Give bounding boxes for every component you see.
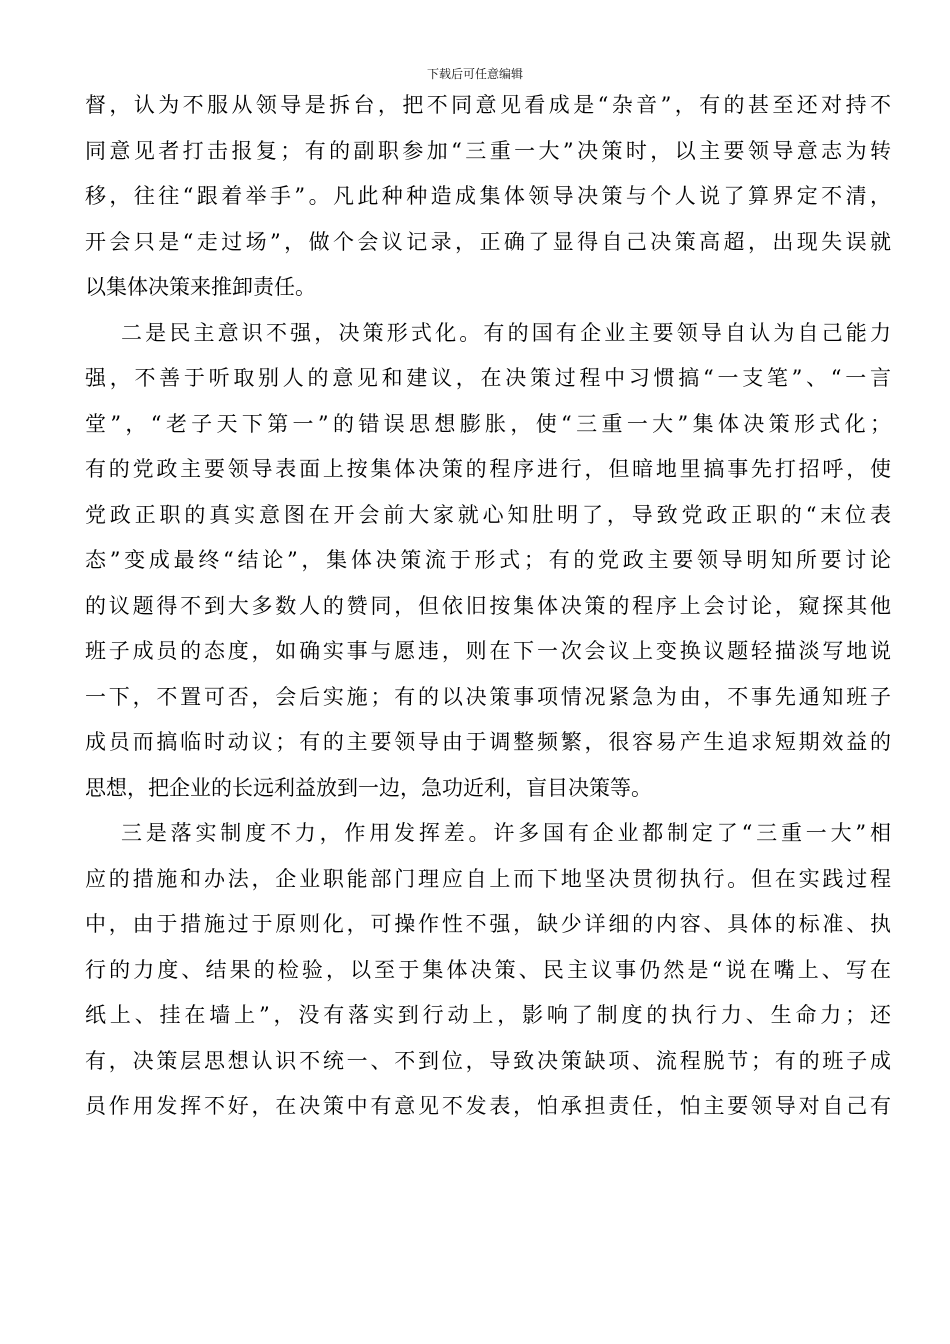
text-line: 督，认为不服从领导是拆台，把不同意见看成是“杂音”，有的甚至还对持不: [85, 93, 891, 117]
text-line: 有，决策层思想认识不统一、不到位，导致决策缺项、流程脱节；有的班子成: [85, 1048, 891, 1073]
text-line: 有的党政主要领导表面上按集体决策的程序进行，但暗地里搞事先打招呼，使: [85, 457, 891, 481]
document-body: [85, 83, 891, 1130]
text-line: 移，往往“跟着举手”。凡此种种造成集体领导决策与个人说了算界定不清，: [85, 184, 891, 208]
text-line: 思想，把企业的长远利益放到一边，急功近利，盲目决策等。: [85, 775, 652, 800]
text-line: 三是落实制度不力，作用发挥差。许多国有企业都制定了“三重一大”相: [121, 821, 891, 845]
page-header: 下载后可任意编辑: [426, 67, 523, 81]
text-line: 以集体决策来推卸责任。: [85, 275, 316, 299]
paragraph-1: [85, 83, 891, 311]
text-line: 堂”，“老子天下第一”的错误思想膨胀，使“三重一大”集体决策形式化；: [85, 411, 891, 436]
text-line: 态”变成最终“结论”，集体决策流于形式；有的党政主要领导明知所要讨论: [85, 548, 891, 572]
text-line: 行的力度、结果的检验，以至于集体决策、民主议事仍然是“说在嘴上、写在: [85, 957, 891, 982]
text-line: 一下，不置可否，会后实施；有的以决策事项情况紧急为由，不事先通知班子: [85, 684, 891, 709]
text-line: 党政正职的真实意图在开会前大家就心知肚明了，导致党政正职的“末位表: [85, 502, 891, 527]
text-line: 应的措施和办法，企业职能部门理应自上而下地坚决贯彻执行。但在实践过程: [85, 866, 891, 891]
paragraph-2: [85, 311, 891, 812]
paragraph-3: [85, 811, 891, 1130]
text-line: 同意见者打击报复；有的副职参加“三重一大”决策时，以主要领导意志为转: [85, 138, 891, 163]
text-line: 中，由于措施过于原则化，可操作性不强，缺少详细的内容、具体的标准、执: [85, 912, 891, 936]
text-line: 班子成员的态度，如确实事与愿违，则在下一次会议上变换议题轻描淡写地说: [85, 639, 891, 663]
text-line: 纸上、挂在墙上”，没有落实到行动上，影响了制度的执行力、生命力；还: [85, 1003, 891, 1027]
text-line: 的议题得不到大多数人的赞同，但依旧按集体决策的程序上会讨论，窥探其他: [85, 593, 891, 618]
text-line: 成员而搞临时动议；有的主要领导由于调整频繁，很容易产生追求短期效益的: [85, 730, 891, 754]
text-line: 二是民主意识不强，决策形式化。有的国有企业主要领导自认为自己能力: [121, 320, 891, 345]
text-line: 员作用发挥不好，在决策中有意见不发表，怕承担责任，怕主要领导对自己有: [85, 1094, 891, 1118]
text-line: 开会只是“走过场”，做个会议记录，正确了显得自己决策高超，出现失误就: [85, 229, 891, 254]
text-line: 强，不善于听取别人的意见和建议，在决策过程中习惯搞“一支笔”、“一言: [85, 366, 891, 390]
